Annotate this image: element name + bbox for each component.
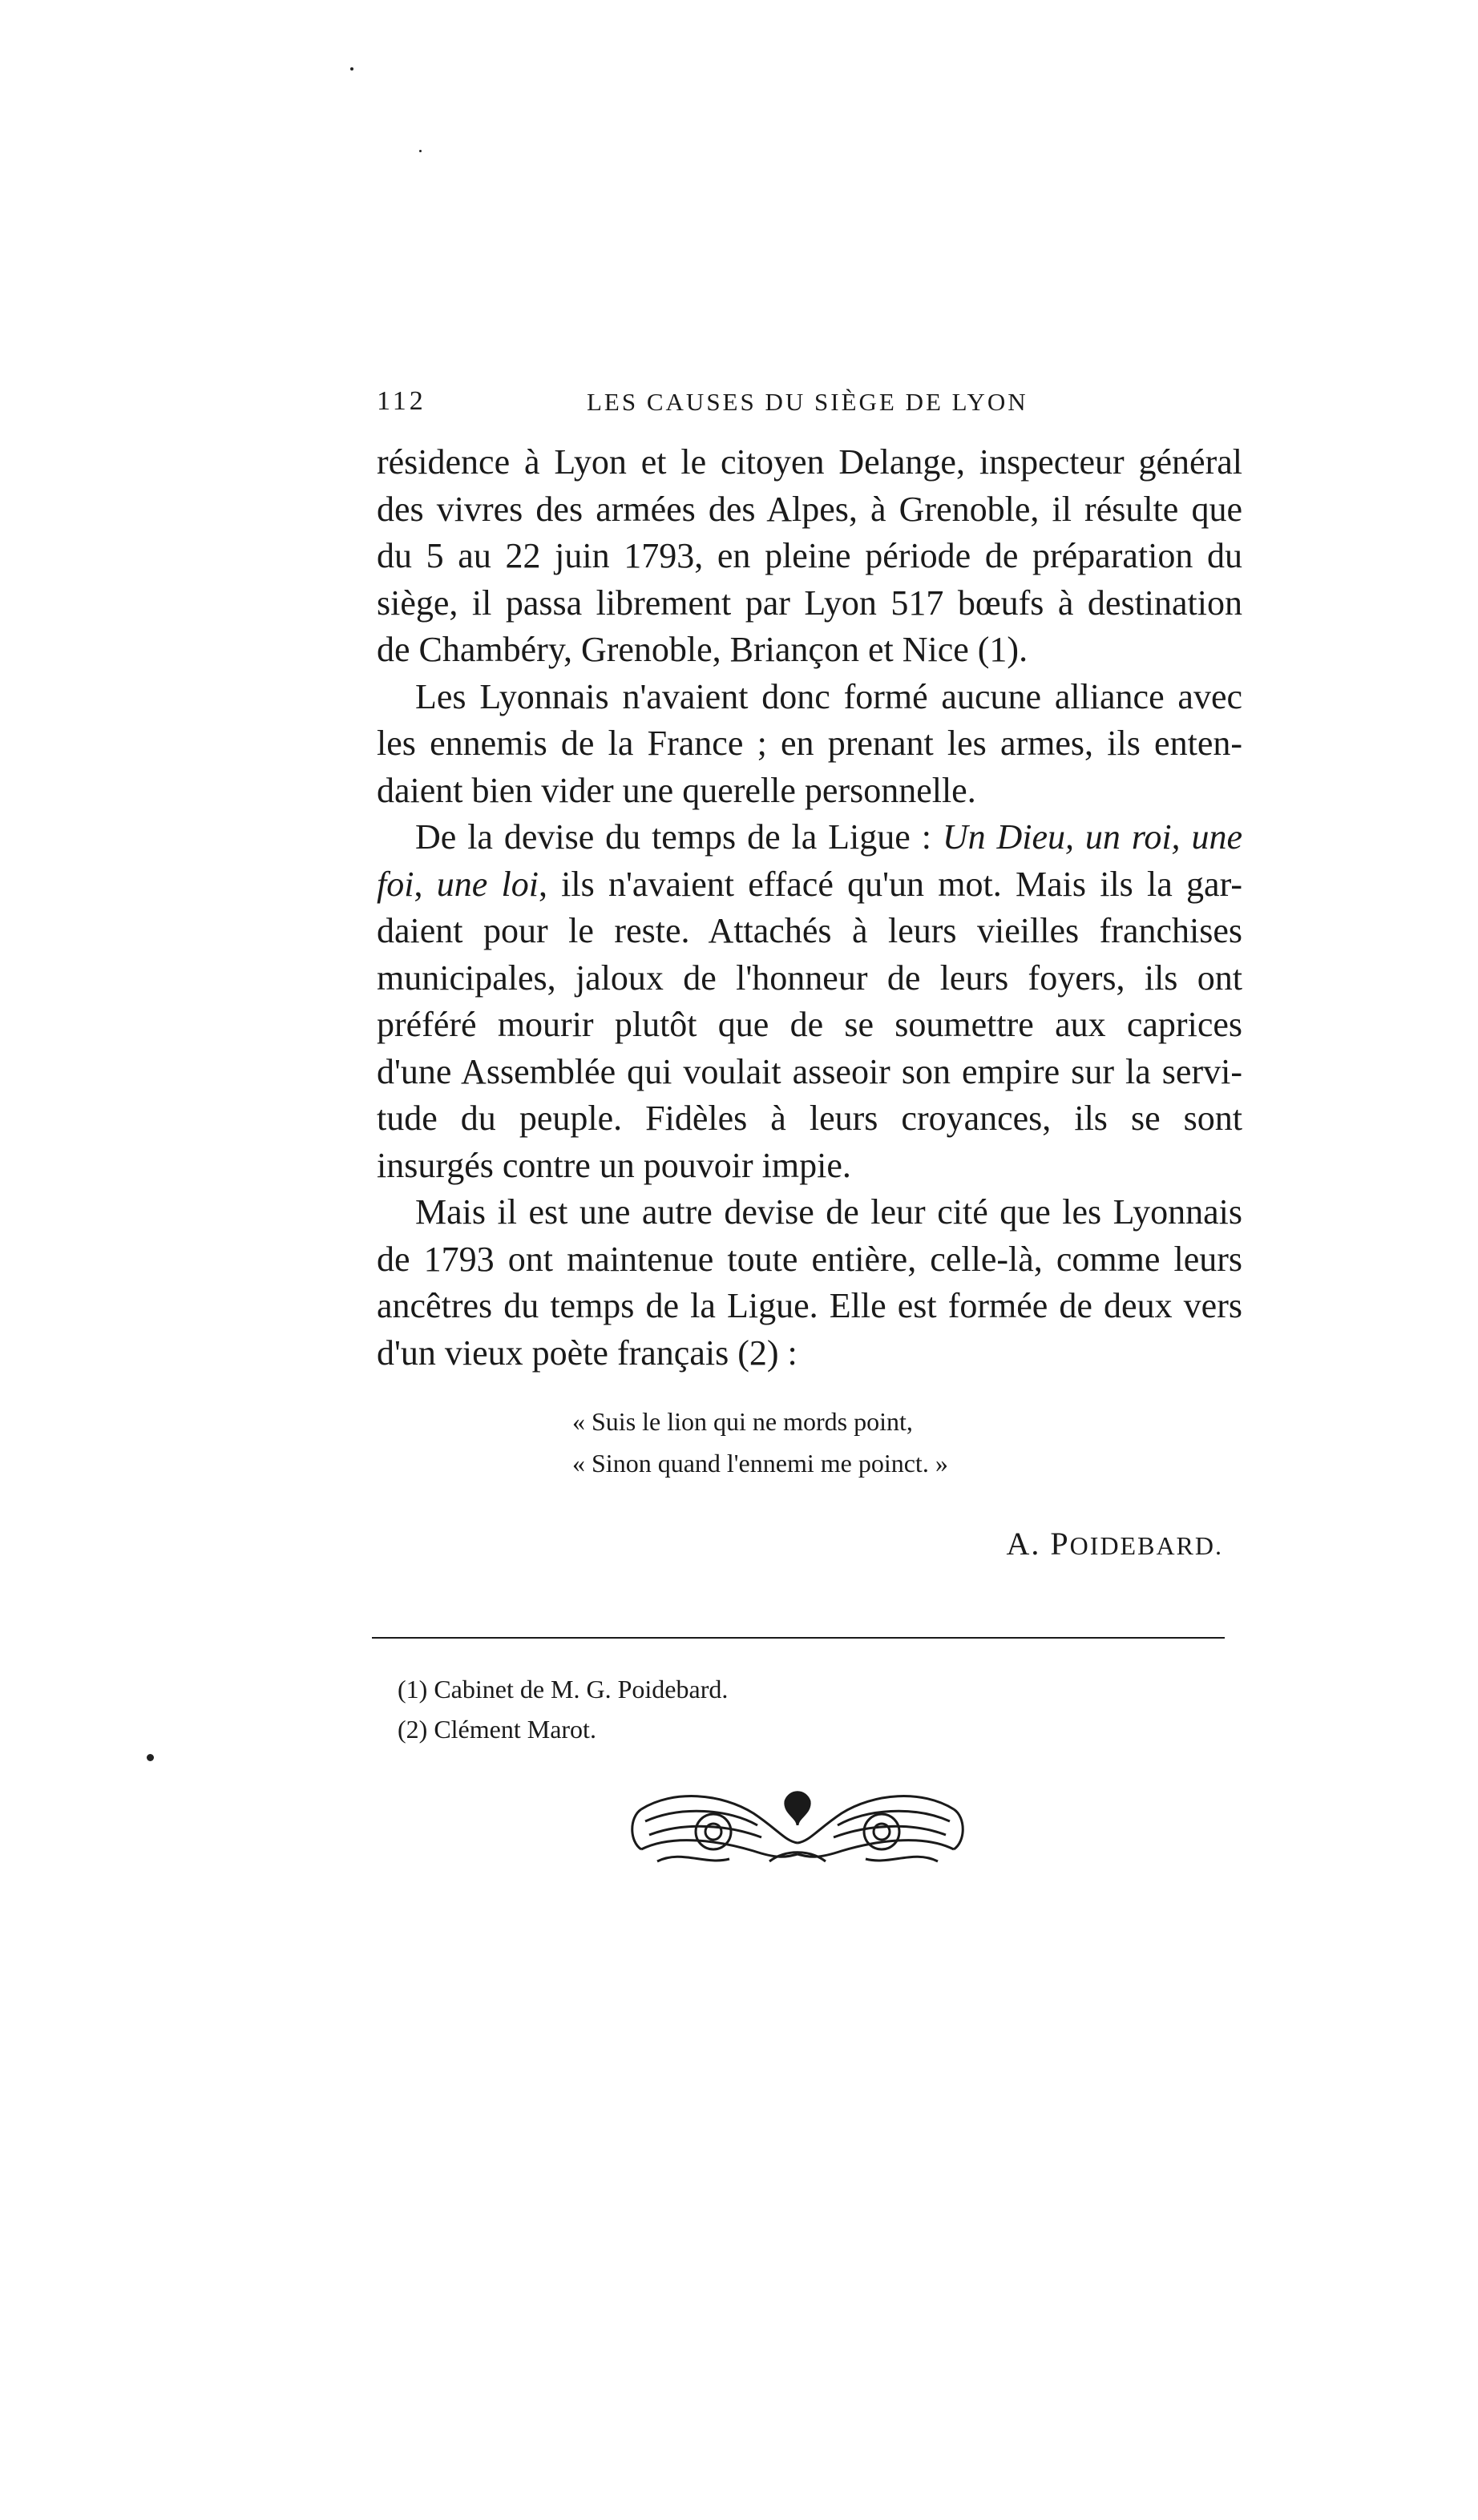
scan-speck [147,1754,154,1761]
text-line: insurgés contre un pouvoir impie. [377,1145,851,1185]
text-line: municipales, jaloux de l'honneur de leurs foyers, ils ont [377,958,1242,998]
footnote: (1) Cabinet de M. G. Poidebard. [398,1675,729,1704]
motto-italic: foi [377,864,414,904]
motto-italic: Un Dieu, un roi, une [942,817,1242,857]
scan-speck [419,150,422,152]
text-line: préféré mourir plutôt que de se soumettre aux caprices [377,1005,1242,1044]
text-line: daient bien vider une querelle personnelle. [377,770,976,810]
text-line: du 5 au 22 juin 1793, en pleine période de préparation du [377,536,1242,575]
text-line: de 1793 ont maintenue toute entière, celle-là, comme leurs [377,1239,1242,1279]
footnote-divider [372,1637,1225,1639]
text-line: les ennemis de la France ; en prenant les armes, ils enten- [377,724,1242,763]
footnotes [398,1669,728,1749]
text-segment: , ils n'avaient effacé qu'un mot. Mais ils la gar- [538,864,1242,904]
text-segment: De la devise du temps de la Ligue : [415,817,943,857]
text-line: Mais il est une autre devise de leur cité que les Lyonnais [415,1192,1242,1232]
text-line [377,814,1242,861]
text-line: d'une Assemblée qui voulait asseoir son empire sur la servi- [377,1051,1242,1091]
text-line: siège, il passa librement par Lyon 517 bœufs à destination [377,583,1242,623]
text-line: résidence à Lyon et le citoyen Delange, inspecteur général [377,442,1242,482]
motto-italic: une loi [436,864,539,904]
verse-quote [572,1401,1133,1484]
signature-capital: P [1050,1526,1070,1562]
page-header [377,386,1226,426]
body-text [377,439,1242,1377]
text-line: foi, une loi, ils n'avaient effacé qu'un mot. Mais ils la gar- [377,864,1242,904]
signature-smallcaps: OIDEBARD. [1069,1531,1223,1560]
text-line: Les Lyonnais n'avaient donc formé aucune alliance avec [415,676,1242,716]
text-line: de Chambéry, Grenoble, Briançon et Nice (1). [377,630,1028,669]
decorative-ornament-icon [625,1785,970,1873]
text-line: d'un vieux poète français (2) : [377,1333,798,1373]
verse-line: « Sinon quand l'ennemi me poinct. » [572,1449,948,1478]
text-line: des vivres des armées des Alpes, à Grenoble, il résulte que [377,489,1242,529]
verse-line: « Suis le lion qui ne mords point, [572,1407,913,1436]
text-line: ancêtres du temps de la Ligue. Elle est formée de deux vers [377,1286,1242,1325]
signature-initial: A. [1006,1526,1051,1562]
text-line: tude du peuple. Fidèles à leurs croyances, ils se sont [377,1099,1242,1138]
scan-speck [350,67,353,71]
author-signature [1007,1525,1223,1562]
footnote: (2) Clément Marot. [398,1715,596,1744]
page-number: 112 [377,386,426,416]
text-line: daient pour le reste. Attachés à leurs vieilles franchises [377,911,1242,950]
running-title: LES CAUSES DU SIÈGE DE LYON [587,388,1028,416]
